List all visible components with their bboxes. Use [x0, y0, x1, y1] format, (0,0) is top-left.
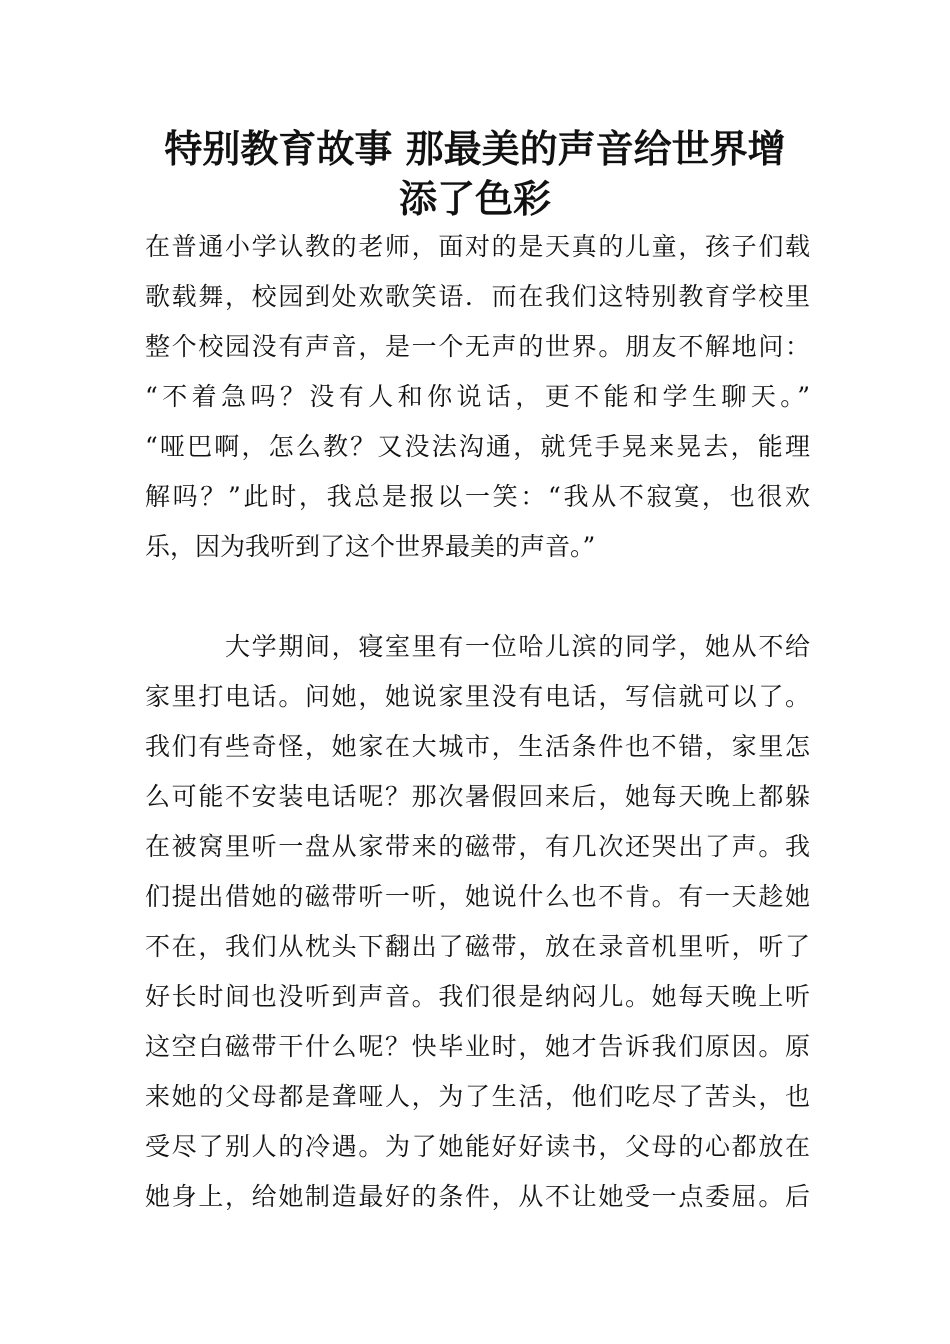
paragraph-1-line-5: “哑巴啊，怎么教？又没法沟通，就凭手晃来晃去，能理: [145, 432, 810, 461]
paragraph-1-line-3: 整个校园没有声音，是一个无声的世界。朋友不解地问：: [145, 332, 810, 361]
paragraph-2-line-8: 好长时间也没听到声音。我们很是纳闷儿。她每天晚上听: [145, 982, 810, 1011]
paragraph-2-line-7: 不在，我们从枕头下翻出了磁带，放在录音机里听，听了: [145, 932, 810, 961]
paragraph-2-line-9: 这空白磁带干什么呢？快毕业时，她才告诉我们原因。原: [145, 1032, 810, 1061]
paragraph-1-line-2: 歌载舞，校园到处欢歌笑语．而在我们这特别教育学校里: [145, 282, 810, 311]
paragraph-2-line-12: 她身上，给她制造最好的条件，从不让她受一点委屈。后: [145, 1182, 810, 1211]
paragraph-2-line-10: 来她的父母都是聋哑人，为了生活，他们吃尽了苦头，也: [145, 1082, 810, 1111]
paragraph-2-line-11: 受尽了别人的冷遇。为了她能好好读书，父母的心都放在: [145, 1132, 810, 1161]
paragraph-1-line-4: “不着急吗？没有人和你说话，更不能和学生聊天。”: [145, 382, 810, 411]
paragraph-2-line-3: 我们有些奇怪，她家在大城市，生活条件也不错，家里怎: [145, 732, 810, 761]
paragraph-1-line-6: 解吗？”此时，我总是报以一笑：“我从不寂寞，也很欢: [145, 482, 810, 511]
paragraph-2-line-5: 在被窝里听一盘从家带来的磁带，有几次还哭出了声。我: [145, 832, 810, 861]
paragraph-2-line-4: 么可能不安装电话呢？那次暑假回来后，她每天晚上都躲: [145, 782, 810, 811]
title-line-2: 添了色彩: [398, 177, 551, 221]
paragraph-2-line-6: 们提出借她的磁带听一听，她说什么也不肯。有一天趁她: [145, 882, 810, 911]
paragraph-1-line-1: 在普通小学认教的老师，面对的是天真的儿童，孩子们载: [145, 232, 810, 261]
paragraph-2-line-1: 大学期间，寝室里有一位哈儿滨的同学，她从不给: [225, 632, 810, 661]
paragraph-1-line-7: 乐，因为我听到了这个世界最美的声音。”: [145, 532, 596, 561]
title-line-1: 特别教育故事 那最美的声音给世界增: [164, 127, 786, 171]
paragraph-2-line-2: 家里打电话。问她，她说家里没有电话，写信就可以了。: [145, 682, 810, 711]
